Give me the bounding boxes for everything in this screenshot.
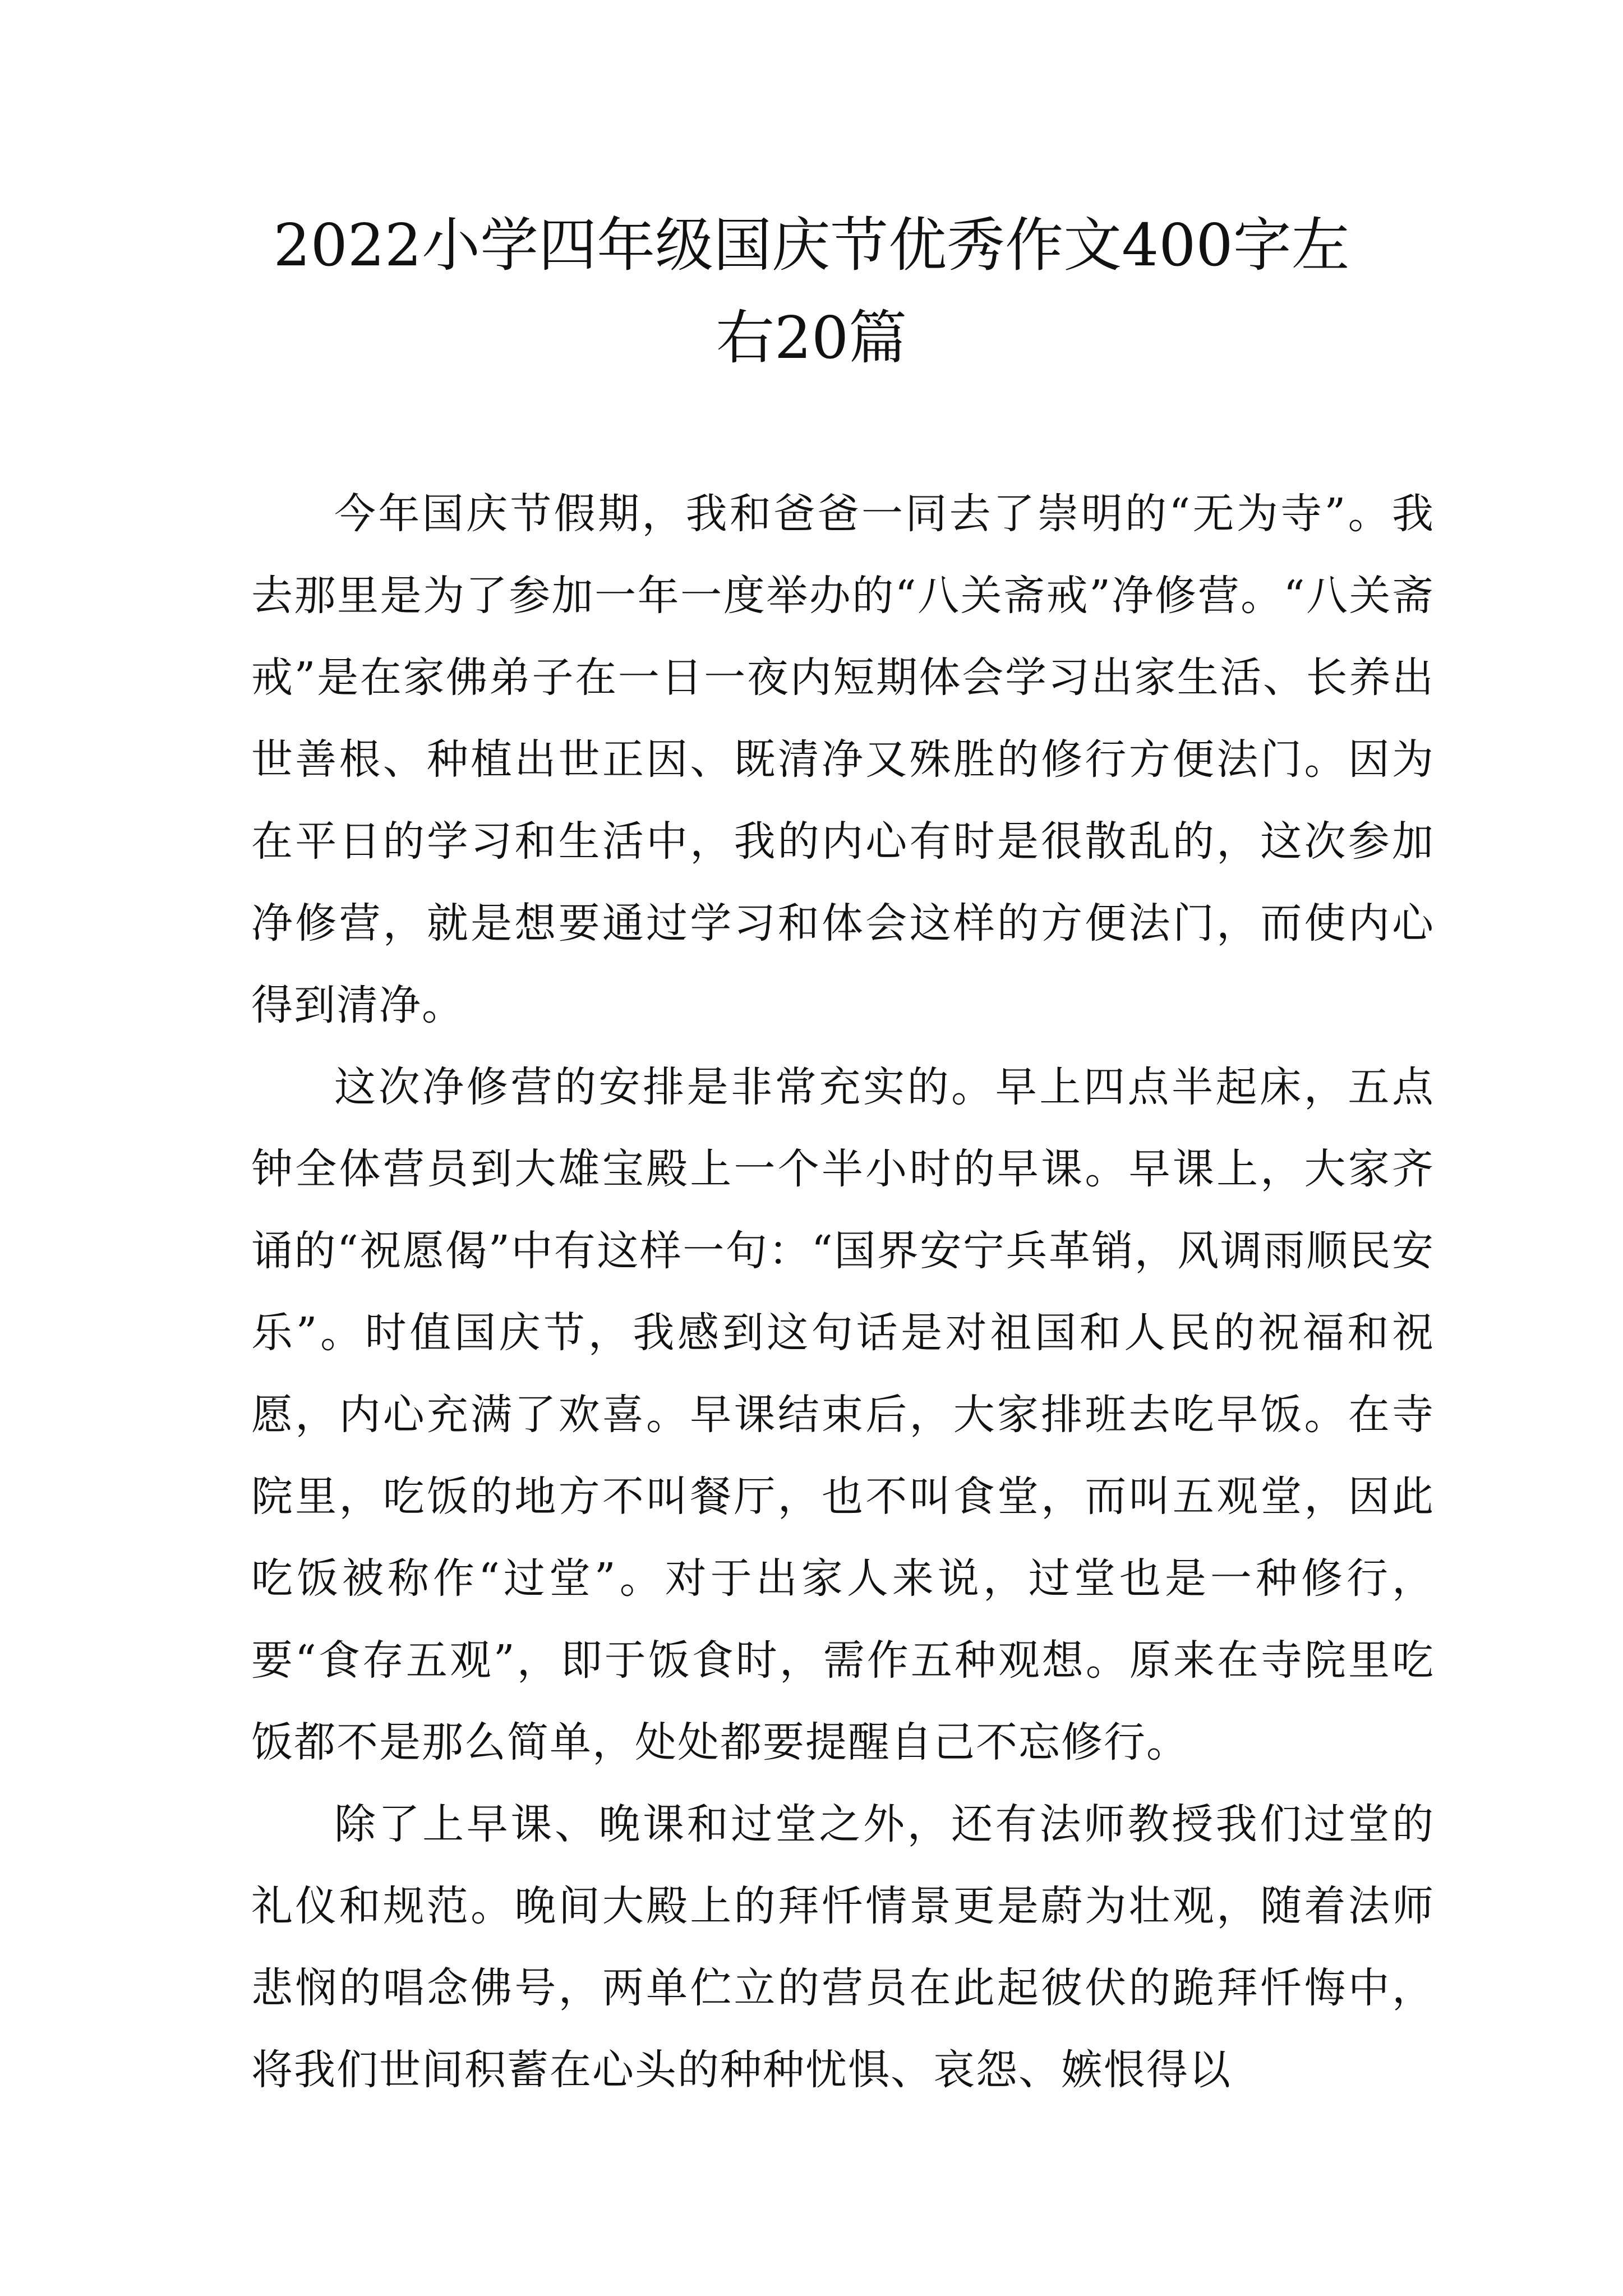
title-line-2: 右20篇 [716, 303, 907, 372]
paragraph-2: 这次净修营的安排是非常充实的。早上四点半起床，五点钟全体营员到大雄宝殿上一个半小时的早课。早课上，大家齐诵的“祝愿偈”中有这样一句：“国界安宁兵革销，风调雨顺民安乐”。时值国庆节，我感到这句话是对祖国和人民的祝福和祝愿，内心充满了欢喜。早课结束后，大家排班去吃早饭。在寺院里，吃饭的地方不叫餐厅，也不叫食堂，而叫五观堂，因此吃饭被称作“过堂”。对于出家人来说，过堂也是一种修行，要“食存五观”，即于饭食时，需作五种观想。原来在寺院里吃饭都不是那么简单，处处都要提醒自己不忘修行。 [251, 1063, 1435, 1766]
document-title [213, 199, 1410, 384]
paragraph-1: 今年国庆节假期，我和爸爸一同去了崇明的“无为寺”。我去那里是为了参加一年一度举办的“八关斋戒”净修营。“八关斋戒”是在家佛弟子在一日一夜内短期体会学习出家生活、长养出世善根、种植出世正因、既清净又殊胜的修行方便法门。因为在平日的学习和生活中，我的内心有时是很散乱的，这次参加净修营，就是想要通过学习和体会这样的方便法门，而使内心得到清净。 [251, 490, 1435, 1029]
title-line-1: 2022小学四年级国庆节优秀作文400字左 [273, 211, 1350, 279]
document-body [251, 473, 1435, 2111]
paragraph-3: 除了上早课、晚课和过堂之外，还有法师教授我们过堂的礼仪和规范。晚间大殿上的拜忏情景更是蔚为壮观，随着法师悲悯的唱念佛号，两单伫立的营员在此起彼伏的跪拜忏悔中，将我们世间积蓄在心头的种种忧惧、哀怨、嫉恨得以 [251, 1800, 1435, 2094]
